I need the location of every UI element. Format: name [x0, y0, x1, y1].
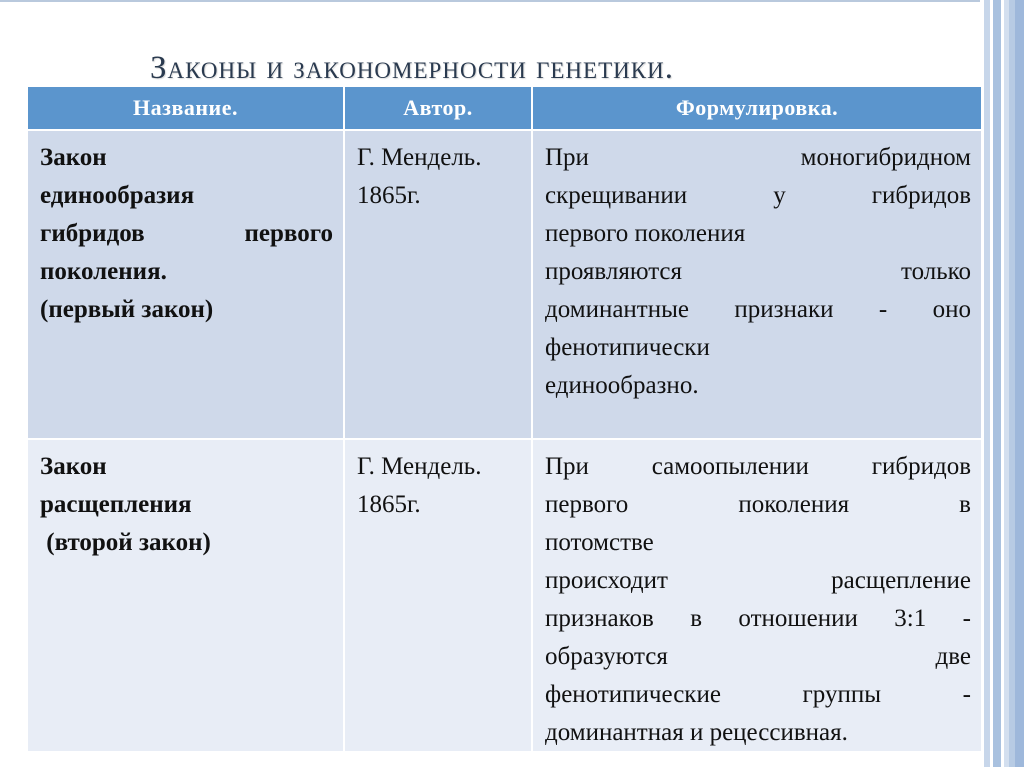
row1-formula-line: скрещивании у гибридов — [545, 182, 971, 209]
row1-formula-line: доминантные признаки - оно — [545, 296, 971, 323]
header-author: Автор. — [344, 86, 532, 130]
row1-formulation — [532, 130, 982, 439]
slide-title: Законы и закономерности генетики. — [150, 50, 674, 87]
row2-author — [344, 439, 532, 752]
row2-formula-line: происходит расщепление — [545, 567, 971, 594]
row2-author-line: Г. Мендель. — [357, 453, 482, 480]
header-formulation: Формулировка. — [532, 86, 982, 130]
row2-formula-line: образуются две — [545, 643, 971, 670]
row2-formula-line: признаков в отношении 3:1 - — [545, 605, 971, 632]
row2-formula-line: фенотипические группы - — [545, 681, 971, 708]
row1-formula-line: единообразно. — [545, 372, 699, 399]
header-name: Название. — [27, 86, 344, 130]
row1-formula-line: первого поколения — [545, 220, 746, 247]
row1-author-line: 1865г. — [357, 182, 421, 209]
slide-top-border — [0, 0, 1024, 2]
decorative-side-stripes — [980, 0, 1024, 767]
row1-author-line: Г. Мендель. — [357, 144, 482, 171]
row2-formula-line: При самоопылении гибридов — [545, 453, 971, 480]
row1-formula-line: При моногибридном — [545, 144, 971, 171]
row2-law-name — [27, 439, 344, 752]
row1-name-line: гибридов первого — [40, 220, 333, 247]
row1-name-line: (первый закон) — [40, 296, 214, 323]
row1-law-name — [27, 130, 344, 439]
row2-name-line: расщепления — [40, 491, 192, 518]
row1-name-line: поколения. — [40, 258, 167, 285]
row1-formula-line: фенотипически — [545, 334, 710, 361]
row2-formulation — [532, 439, 982, 752]
row2-author-line: 1865г. — [357, 491, 421, 518]
row1-name-line: Закон — [40, 144, 107, 171]
row2-formula-line: потомстве — [545, 529, 654, 556]
row2-name-line: Закон — [40, 453, 107, 480]
row1-formula-line: проявляются только — [545, 258, 971, 285]
row2-formula-line: доминантная и рецессивная. — [545, 719, 848, 746]
genetics-laws-table — [27, 86, 982, 752]
row2-formula-line: первого поколения в — [545, 491, 971, 518]
row1-author — [344, 130, 532, 439]
row1-name-line: единообразия — [40, 182, 195, 209]
row2-name-line: (второй закон) — [40, 529, 211, 556]
